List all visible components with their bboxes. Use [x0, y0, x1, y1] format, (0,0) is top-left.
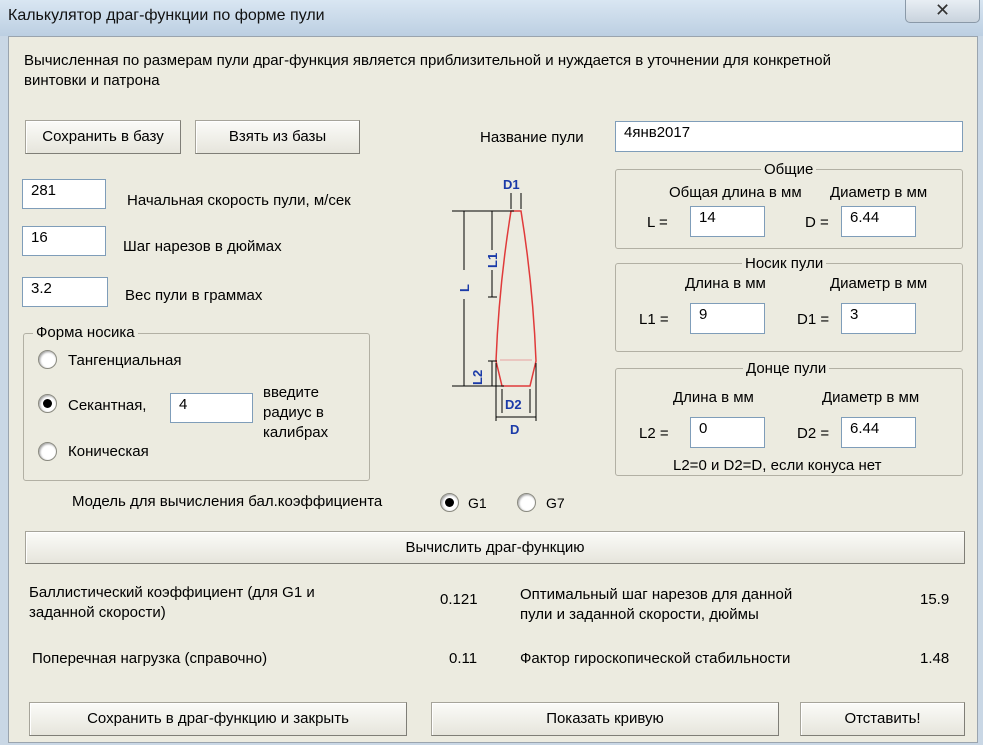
secant-radius-input[interactable]: 4 [170, 393, 253, 423]
radio-g7[interactable] [517, 493, 536, 512]
twist-label: Шаг нарезов в дюймах [123, 238, 282, 255]
nose-title: Носик пули [742, 255, 826, 272]
stability-value: 1.48 [920, 650, 950, 667]
tangent-label: Тангенциальная [68, 352, 182, 369]
bc-value: 0.121 [440, 591, 478, 608]
general-title: Общие [761, 161, 816, 178]
L1-input[interactable]: 9 [690, 303, 765, 334]
twist-input[interactable]: 16 [22, 226, 106, 256]
secant-label: Секантная, [68, 397, 147, 414]
radio-secant-dot [43, 399, 52, 408]
radio-secant[interactable] [38, 394, 57, 413]
L-label: L = [647, 214, 668, 231]
radius-hint-line3: калибрах [263, 424, 329, 441]
l-diagram-label: L [457, 284, 472, 292]
radius-hint-line2: радиус в [263, 404, 324, 421]
bullet-name-label: Название пули [480, 129, 584, 146]
bc-label-line1: Баллистический коэффициент (для G1 и [29, 584, 315, 601]
radius-hint-line1: введите [263, 384, 319, 401]
d1-diagram-label: D1 [503, 177, 520, 192]
velocity-label: Начальная скорость пули, м/сек [127, 192, 351, 209]
l1-diagram-label: L1 [485, 252, 500, 268]
d2-diagram-label: D2 [505, 397, 522, 412]
base-diameter-header: Диаметр в мм [822, 389, 920, 406]
load-from-db-button[interactable]: Взять из базы [195, 120, 360, 154]
optimal-twist-value: 15.9 [920, 591, 950, 608]
bullet-diagram [434, 175, 574, 437]
nose-length-header: Длина в мм [685, 275, 766, 292]
L2-input[interactable]: 0 [690, 417, 765, 448]
radio-conical[interactable] [38, 442, 57, 461]
cancel-button[interactable]: Отставить! [800, 702, 965, 736]
save-and-close-button[interactable]: Сохранить в драг-функцию и закрыть [29, 702, 407, 736]
intro-text-line2: винтовки и патрона [24, 72, 160, 89]
radio-g1[interactable] [440, 493, 459, 512]
dialog-client-area [8, 36, 978, 743]
optimal-twist-label-line2: пули и заданной скорости, дюймы [520, 606, 759, 623]
L1-label: L1 = [639, 311, 669, 328]
intro-text-line1: Вычисленная по размерам пули драг-функция является приблизительной и нуждается в уточнении для конкретной [24, 52, 832, 69]
D1-input[interactable]: 3 [841, 303, 916, 334]
base-title: Донце пули [743, 360, 829, 377]
window-titlebar [0, 0, 983, 36]
D-label: D = [805, 214, 829, 231]
bullet-name-input[interactable]: 4янв2017 [615, 121, 963, 152]
nose-shape-title: Форма носика [33, 324, 138, 341]
l2-diagram-label: L2 [470, 369, 485, 385]
close-button[interactable] [905, 0, 980, 23]
d-diagram-label: D [510, 422, 520, 437]
window-title: Калькулятор драг-функции по форме пули [8, 7, 325, 24]
compute-drag-button[interactable]: Вычислить драг-функцию [25, 531, 965, 564]
weight-input[interactable]: 3.2 [22, 277, 108, 307]
D2-label: D2 = [797, 425, 830, 442]
radio-tangent[interactable] [38, 350, 57, 369]
velocity-input[interactable]: 281 [22, 179, 106, 209]
conical-label: Коническая [68, 443, 149, 460]
D2-input[interactable]: 6.44 [841, 417, 916, 448]
stability-label: Фактор гироскопической стабильности [520, 650, 791, 667]
D1-label: D1 = [797, 311, 830, 328]
general-diameter-header: Диаметр в мм [830, 184, 928, 201]
transverse-load-value: 0.11 [449, 650, 478, 667]
g1-label: G1 [468, 495, 487, 511]
radio-g1-dot [445, 498, 454, 507]
general-length-header: Общая длина в мм [669, 184, 802, 201]
optimal-twist-label-line1: Оптимальный шаг нарезов для данной [520, 586, 793, 603]
close-icon: ✕ [934, 0, 951, 20]
bc-label-line2: заданной скорости) [29, 604, 166, 621]
save-to-db-button[interactable]: Сохранить в базу [25, 120, 181, 154]
L-input[interactable]: 14 [690, 206, 765, 237]
base-length-header: Длина в мм [673, 389, 754, 406]
base-note: L2=0 и D2=D, если конуса нет [673, 457, 882, 474]
model-label: Модель для вычисления бал.коэффициента [72, 493, 383, 510]
g7-label: G7 [546, 495, 565, 511]
transverse-load-label: Поперечная нагрузка (справочно) [32, 650, 268, 667]
D-input[interactable]: 6.44 [841, 206, 916, 237]
nose-diameter-header: Диаметр в мм [830, 275, 928, 292]
L2-label: L2 = [639, 425, 669, 442]
weight-label: Вес пули в граммах [125, 287, 263, 304]
show-curve-button[interactable]: Показать кривую [431, 702, 779, 736]
